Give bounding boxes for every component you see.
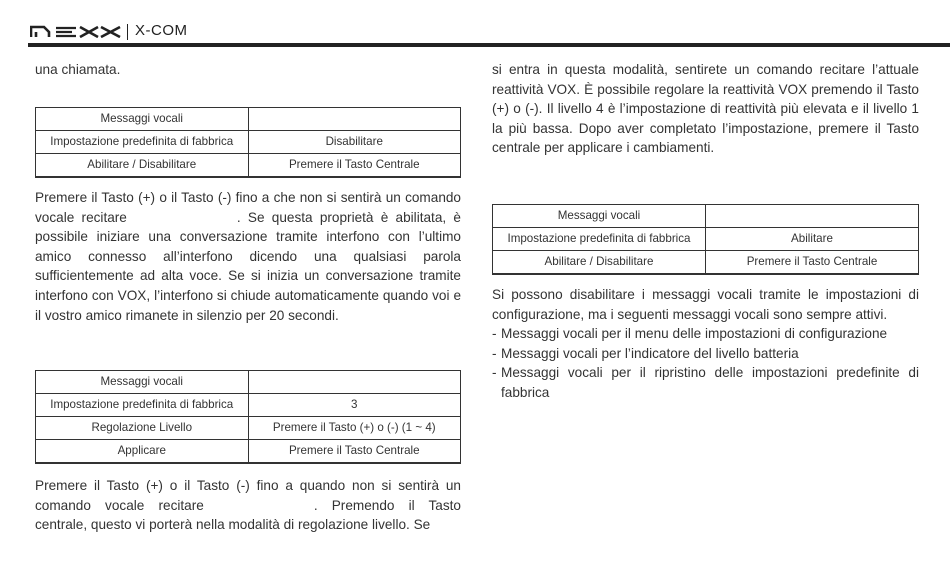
settings-table-3-wrap (492, 204, 919, 275)
list-item: - Messaggi vocali per il menu delle impostazioni di configurazione (492, 324, 919, 344)
table-row (36, 131, 461, 154)
header-rule (28, 43, 950, 47)
table-cell: Disabilitare (248, 131, 461, 154)
table-row (36, 394, 461, 417)
table-cell: Messaggi vocali (36, 108, 249, 131)
table-cell: Messaggi vocali (493, 205, 706, 228)
table-cell: Premere il Tasto Centrale (248, 154, 461, 178)
table-cell: Applicare (36, 440, 249, 464)
table-cell: Abilitare (706, 228, 919, 251)
header-separator (127, 24, 128, 40)
paragraph-part: Premere il Tasto (+) o il Tasto (-) fino a che non si sentirà un comando vocale recitare (35, 190, 461, 225)
table-cell: Impostazione predefinita di fabbrica (36, 131, 249, 154)
table-cell: Abilitare / Disabilitare (36, 154, 249, 178)
paragraph: Si possono disabilitare i messaggi vocali tramite le impostazioni di configurazione, ma i seguenti messaggi vocali sono sempre attivi. (492, 287, 919, 322)
table-row (36, 371, 461, 394)
paragraph: si entra in questa modalità, sentirete un comando recitare l’attuale reattività VOX. È possibile regolare la reattività VOX premendo il Tasto (+) o (-). Il livello 4 è l’impostazione di reattività più elevata e il livello 1 la più bassa. Dopo aver completato l’impostazione, premere il Tasto centrale per applicare i cambiamenti. (492, 62, 919, 156)
left-paragraph-2 (35, 188, 461, 325)
table-row (493, 205, 919, 228)
table-cell (706, 205, 919, 228)
paragraph (35, 188, 461, 325)
nexx-logo (30, 24, 122, 38)
model-name: X-COM (135, 22, 188, 39)
paragraph (35, 476, 461, 535)
settings-table-2 (35, 370, 461, 464)
right-paragraph-2 (492, 285, 919, 403)
left-paragraph-3 (35, 476, 461, 535)
table-cell: Regolazione Livello (36, 417, 249, 440)
table-row (493, 228, 919, 251)
table-cell: Premere il Tasto Centrale (248, 440, 461, 464)
table-row (36, 440, 461, 464)
table-cell: 3 (248, 394, 461, 417)
table-cell: Messaggi vocali (36, 371, 249, 394)
settings-table-1 (35, 107, 461, 178)
right-paragraph-1 (492, 60, 919, 158)
table-cell (248, 371, 461, 394)
table-row (36, 417, 461, 440)
paragraph-part: Premere il Tasto (+) o il Tasto (-) fino a quando non si sentirà un comando vocale recitare (35, 478, 461, 513)
table-cell (248, 108, 461, 131)
settings-table-1-wrap (35, 107, 461, 178)
intro-text: una chiamata. (35, 62, 121, 77)
left-intro (35, 60, 461, 80)
paragraph-part: . Se questa proprietà è abilitata, è possibile iniziare una conversazione tramite interfono con l’ultimo amico connesso all’interfono dicendo una qualsiasi parola sufficientemente ad alta voce. Se si inizia un conversazione tramite interfono con VOX, l’interfono si chiude automaticamente quando voi e il vostro amico rimanete in silenzio per 20 secondi. (35, 209, 461, 323)
table-row (36, 154, 461, 178)
table-row (493, 251, 919, 275)
table-cell: Impostazione predefinita di fabbrica (493, 228, 706, 251)
paragraph-part: . Premendo il Tasto centrale, questo vi porterà nella modalità di regolazione livello. Se (35, 497, 461, 533)
table-cell: Abilitare / Disabilitare (493, 251, 706, 275)
table-cell: Impostazione predefinita di fabbrica (36, 394, 249, 417)
settings-table-3 (492, 204, 919, 275)
page-header (0, 0, 950, 48)
list-item: - Messaggi vocali per l’indicatore del livello batteria (492, 344, 919, 364)
table-row (36, 108, 461, 131)
settings-table-2-wrap (35, 370, 461, 464)
always-active-list (492, 324, 919, 402)
table-cell: Premere il Tasto Centrale (706, 251, 919, 275)
table-cell: Premere il Tasto (+) o (-) (1 ~ 4) (248, 417, 461, 440)
list-item: - Messaggi vocali per il ripristino delle impostazioni predefinite di fabbrica (492, 363, 919, 402)
